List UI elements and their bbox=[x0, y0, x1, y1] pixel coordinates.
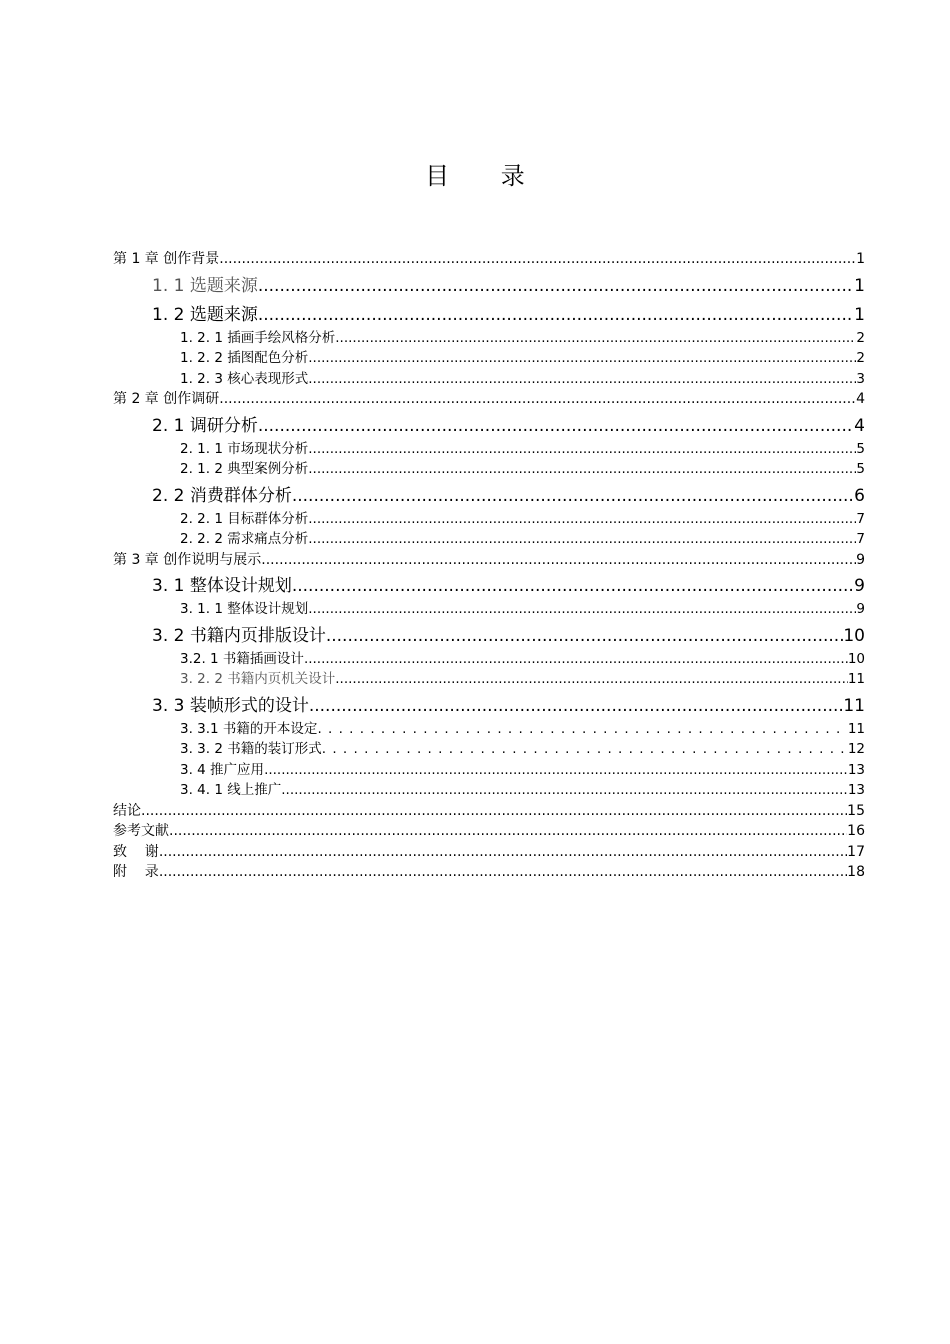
toc-entry-section-2-1[interactable] bbox=[113, 414, 865, 439]
toc-entry-title: 致 谢 bbox=[113, 843, 159, 860]
toc-entry-section-2-2[interactable] bbox=[113, 484, 865, 509]
toc-entry-title: 第 3 章 创作说明与展示 bbox=[113, 551, 262, 568]
toc-page-number: 2 bbox=[856, 350, 865, 366]
toc-dot-leader bbox=[308, 509, 856, 530]
toc-page-number: 1 bbox=[854, 304, 865, 325]
toc-dot-leader bbox=[308, 599, 856, 620]
toc-entry-title: 3.2. 1 书籍插画设计 bbox=[180, 650, 304, 667]
toc-page-number: 15 bbox=[847, 802, 865, 819]
toc-page-number: 7 bbox=[856, 531, 865, 547]
toc-page-number: 4 bbox=[856, 391, 865, 407]
toc-entry-sub-3-3-2[interactable] bbox=[113, 739, 865, 760]
toc-entry-title: 3. 4 推广应用 bbox=[180, 761, 265, 778]
toc-entry-sub-2-1-2[interactable] bbox=[113, 459, 865, 480]
toc-entry-sub-1-2-1[interactable] bbox=[113, 328, 865, 349]
toc-dot-leader bbox=[141, 801, 847, 822]
toc-page-number: 7 bbox=[856, 510, 865, 527]
toc-dot-leader bbox=[292, 484, 854, 509]
toc-page-number: 1 bbox=[856, 251, 865, 267]
toc-page-number: 13 bbox=[847, 782, 865, 798]
toc-entry-chapter-2[interactable] bbox=[113, 389, 865, 410]
toc-entry-sub-2-1-1[interactable] bbox=[113, 439, 865, 460]
toc-dot-leader bbox=[308, 348, 856, 369]
toc-dot-leader bbox=[258, 414, 854, 439]
toc-entry-sub-2-2-2[interactable] bbox=[113, 529, 865, 550]
toc-entry-references[interactable] bbox=[113, 821, 865, 842]
toc-entry-sub-3-1-1[interactable] bbox=[113, 599, 865, 620]
toc-dot-leader bbox=[308, 459, 856, 480]
toc-page-number: 17 bbox=[847, 843, 865, 860]
toc-dot-leader bbox=[169, 821, 847, 842]
toc-entry-chapter-3[interactable] bbox=[113, 550, 865, 571]
toc-entry-title: 1. 2. 3 核心表现形式 bbox=[180, 370, 309, 387]
toc-entry-appendix[interactable] bbox=[113, 862, 865, 883]
toc-entry-title: 3. 1 整体设计规划 bbox=[152, 576, 292, 596]
toc-entry-title: 2. 2. 2 需求痛点分析 bbox=[180, 531, 309, 547]
toc-entry-chapter-1[interactable] bbox=[113, 249, 865, 270]
toc-dot-leader bbox=[292, 574, 854, 599]
toc-dot-leader bbox=[335, 328, 856, 349]
toc-dot-leader bbox=[159, 862, 847, 883]
toc-dot-leader bbox=[308, 369, 856, 390]
toc-entry-title: 第 2 章 创作调研 bbox=[113, 391, 220, 407]
toc-dot-leader bbox=[261, 550, 856, 571]
toc-page-number: 1 bbox=[854, 275, 865, 296]
toc-page-number: 11 bbox=[847, 671, 865, 687]
toc-page-number: 9 bbox=[856, 551, 865, 568]
toc-dot-leader bbox=[308, 529, 856, 550]
toc-dot-leader bbox=[258, 303, 854, 328]
toc-dot-leader bbox=[304, 649, 848, 670]
toc-dot-leader bbox=[258, 274, 854, 299]
toc-page-number: 9 bbox=[854, 576, 865, 596]
toc-dot-leader bbox=[281, 780, 848, 801]
toc-page-number: 10 bbox=[843, 625, 865, 646]
toc-entry-sub-1-2-3[interactable] bbox=[113, 369, 865, 390]
toc-page-number: 11 bbox=[843, 695, 865, 716]
toc-entry-title: 结论 bbox=[113, 802, 141, 819]
toc-entry-title: 3. 1. 1 整体设计规划 bbox=[180, 601, 309, 617]
toc-page-number: 6 bbox=[854, 485, 865, 506]
toc-entry-title: 1. 2 选题来源 bbox=[152, 304, 258, 325]
toc-dot-leader bbox=[308, 439, 856, 460]
toc-dot-leader bbox=[322, 739, 848, 760]
toc-page-number: 9 bbox=[856, 601, 865, 617]
toc-entry-title: 2. 1. 1 市场现状分析 bbox=[180, 440, 309, 457]
toc-page-number: 16 bbox=[847, 823, 865, 839]
toc-entry-sub-3-2-1[interactable] bbox=[113, 649, 865, 670]
toc-page-number: 12 bbox=[847, 741, 865, 757]
toc-entry-section-3-2[interactable] bbox=[113, 624, 865, 649]
toc-entry-section-1-2[interactable] bbox=[113, 303, 865, 328]
toc-entry-title: 3. 2. 2 书籍内页机关设计 bbox=[180, 671, 336, 687]
toc-dot-leader bbox=[335, 669, 848, 690]
toc-dot-leader bbox=[264, 760, 848, 781]
toc-dot-leader bbox=[317, 719, 847, 740]
toc-entry-title: 1. 2. 1 插画手绘风格分析 bbox=[180, 329, 336, 346]
toc-entry-sub-1-2-2[interactable] bbox=[113, 348, 865, 369]
toc-entry-title: 1. 2. 2 插图配色分析 bbox=[180, 350, 309, 366]
toc-entry-title: 第 1 章 创作背景 bbox=[113, 251, 220, 267]
toc-entry-title: 2. 1. 2 典型案例分析 bbox=[180, 461, 309, 477]
page-title: 目 录 bbox=[425, 162, 547, 190]
toc-entry-acknowledgements[interactable] bbox=[113, 842, 865, 863]
toc-page-number: 18 bbox=[847, 864, 865, 880]
toc-dot-leader bbox=[326, 624, 844, 649]
toc-page-number: 13 bbox=[847, 761, 865, 778]
toc-entry-title: 2. 2 消费群体分析 bbox=[152, 485, 292, 506]
toc-entry-sub-3-4[interactable] bbox=[113, 760, 865, 781]
toc-entry-title: 2. 2. 1 目标群体分析 bbox=[180, 510, 309, 527]
toc-entry-section-3-3[interactable] bbox=[113, 694, 865, 719]
toc-entry-sub-3-2-2[interactable] bbox=[113, 669, 865, 690]
toc-page-number: 11 bbox=[847, 720, 865, 737]
toc-entry-title: 2. 1 调研分析 bbox=[152, 415, 258, 436]
toc-page-number: 3 bbox=[856, 370, 865, 387]
toc-page-number: 10 bbox=[847, 650, 865, 667]
toc-entry-title: 3. 2 书籍内页排版设计 bbox=[152, 625, 326, 646]
toc-entry-title: 3. 4. 1 线上推广 bbox=[180, 782, 282, 798]
toc-entry-title: 1. 1 选题来源 bbox=[152, 275, 258, 296]
toc-dot-leader bbox=[159, 842, 847, 863]
toc-entry-sub-2-2-1[interactable] bbox=[113, 509, 865, 530]
toc-entry-section-3-1[interactable] bbox=[113, 574, 865, 599]
toc-entry-title: 参考文献 bbox=[113, 823, 169, 839]
toc-entry-sub-3-3-1[interactable] bbox=[113, 719, 865, 740]
toc-page-number: 2 bbox=[856, 329, 865, 346]
toc-entry-section-1-1[interactable] bbox=[113, 274, 865, 299]
toc-entry-title: 3. 3. 2 书籍的装订形式 bbox=[180, 741, 322, 757]
toc-entry-sub-3-4-1[interactable] bbox=[113, 780, 865, 801]
toc-dot-leader bbox=[219, 249, 856, 270]
toc-entry-conclusion[interactable] bbox=[113, 801, 865, 822]
toc-page-number: 4 bbox=[854, 415, 865, 436]
toc-entry-title: 3. 3.1 书籍的开本设定 bbox=[180, 720, 318, 737]
toc-page-number: 5 bbox=[856, 461, 865, 477]
toc-dot-leader bbox=[219, 389, 856, 410]
toc-page-number: 5 bbox=[856, 440, 865, 457]
toc-entry-title: 附 录 bbox=[113, 864, 159, 880]
toc-dot-leader bbox=[309, 694, 844, 719]
toc-entry-title: 3. 3 装帧形式的设计 bbox=[152, 695, 309, 716]
table-of-contents bbox=[113, 249, 865, 883]
